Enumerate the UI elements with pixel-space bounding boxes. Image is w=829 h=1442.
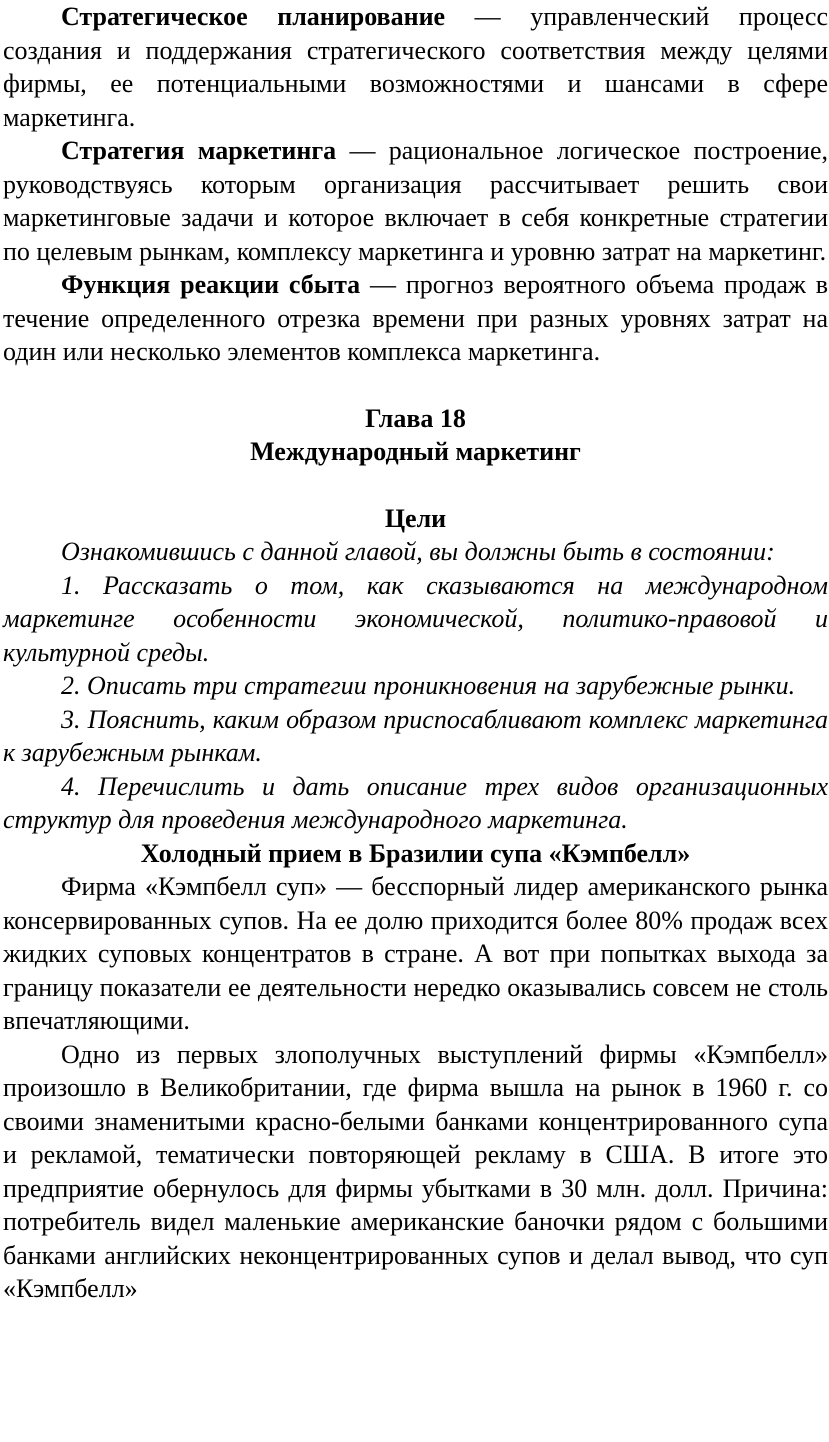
document-page <box>3 0 828 1306</box>
goal-item: 1. Рассказать о том, как сказываются на международном маркетинге особенности экономической, политико-правовой и культурной среды. <box>3 570 828 667</box>
definition-strategic-planning <box>3 0 828 134</box>
section-spacer <box>3 469 828 502</box>
goals-heading: Цели <box>384 503 447 533</box>
section-spacer <box>3 369 828 402</box>
definition-text: рациональное логическое построение, руководствуясь которым организация рассчитывает решить свои маркетинговые задачи и которое включает в себя конкретные стратегии по целевым рынкам, комплексу маркетинга и уровню затрат на маркетинг. <box>3 136 829 266</box>
goal-item: 3. Пояснить, каким образом приспосабливают комплекс маркетинга к зарубежным рынкам. <box>3 704 828 767</box>
case-heading: Холодный прием в Бразилии супа «Кэмпбелл» <box>140 838 691 868</box>
definition-term: Функция реакции сбыта <box>61 270 361 299</box>
goals-intro: Ознакомившись с данной главой, вы должны быть в состоянии: <box>61 537 775 566</box>
case-paragraph: Одно из первых злополучных выступлений фирмы «Кэмпбелл» произошло в Великобритании, где фирма вышла на рынок в 1960 г. со своими знаменитыми красно-белыми банками концентрированного супа и рекламой, тематически повторяющей рекламу в США. В итоге это предприятие обернулось для фирмы убытками в 30 млн. долл. Причина: потребитель видел маленькие американские баночки рядом с большими банками английских неконцентрированных супов и делал вывод, что суп «Кэмпбелл» <box>3 1039 828 1303</box>
definition-sales-response-function <box>3 268 828 369</box>
chapter-number: Глава 18 <box>365 403 466 433</box>
definition-term: Стратегия маркетинга <box>61 136 337 165</box>
definition-text: управленческий процесс создания и поддержания стратегического соответствия между целями фирмы, ее потенциальными возможностями и шансами в сфере маркетинга. <box>3 2 828 132</box>
chapter-title: Международный маркетинг <box>250 437 581 466</box>
definition-dash: — <box>336 136 389 165</box>
goal-item: 4. Перечислить и дать описание трех видов организационных структур для проведения международного маркетинга. <box>3 771 828 834</box>
goal-item: 2. Описать три стратегии проникновения на зарубежные рынки. <box>61 671 796 700</box>
case-paragraph: Фирма «Кэмпбелл суп» — бесспорный лидер американского рынка консервированных супов. На ее долю приходится более 80% продаж всех жидких суповых концентратов в стране. А вот при попытках выхода за границу показатели ее деятельности нередко оказывались совсем не столь впечатляющими. <box>3 872 828 1035</box>
definition-text: прогноз вероятного объема продаж в течение определенного отрезка времени при разных уровнях затрат на один или несколько элементов комплекса маркетинга. <box>3 270 828 366</box>
definition-term: Стратегическое планирование <box>61 2 446 31</box>
definition-dash: — <box>360 270 406 299</box>
definition-marketing-strategy <box>3 134 828 268</box>
definition-dash: — <box>445 2 531 31</box>
